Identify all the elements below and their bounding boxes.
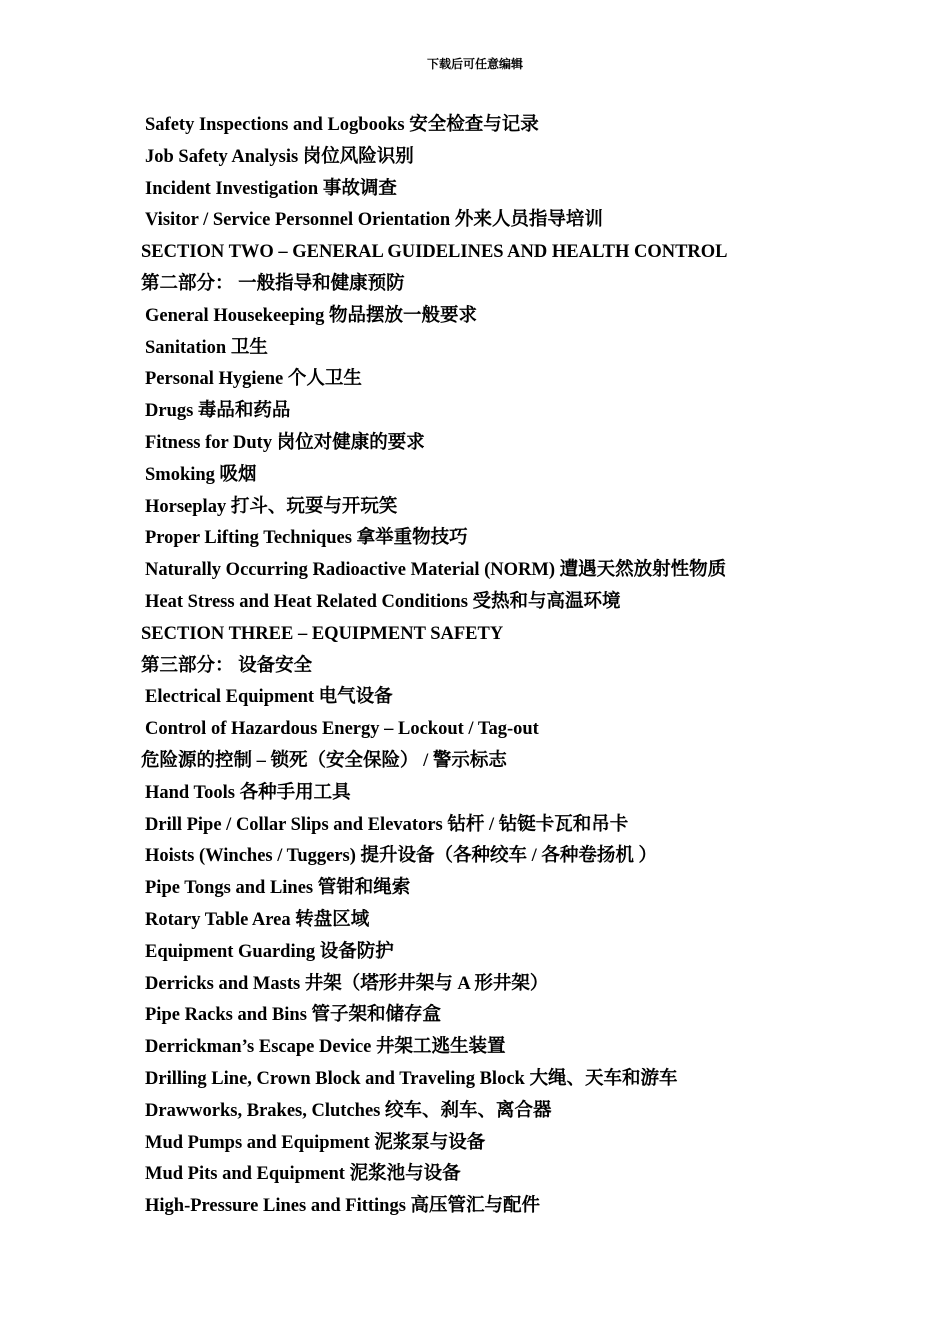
list-item: Pipe Tongs and Lines 管钳和绳索 bbox=[145, 878, 411, 899]
list-item: Electrical Equipment 电气设备 bbox=[145, 687, 393, 708]
list-item: Drilling Line, Crown Block and Traveling Block 大绳、天车和游车 bbox=[145, 1068, 678, 1089]
section-heading: 危险源的控制 – 锁死（安全保险） / 警示标志 bbox=[141, 750, 507, 771]
list-item: Hand Tools 各种手用工具 bbox=[145, 782, 351, 803]
document-body bbox=[141, 110, 921, 1223]
section-heading: 第三部分： 设备安全 bbox=[141, 655, 313, 676]
list-item: Derricks and Masts 井架（塔形井架与 A 形井架） bbox=[145, 973, 549, 994]
list-item: Visitor / Service Personnel Orientation 外来人员指导培训 bbox=[145, 210, 603, 231]
section-heading: SECTION TWO – GENERAL GUIDELINES AND HEALTH CONTROL bbox=[141, 242, 728, 263]
list-item: Proper Lifting Techniques 拿举重物技巧 bbox=[145, 528, 468, 549]
list-item: Heat Stress and Heat Related Conditions 受热和与高温环境 bbox=[145, 591, 621, 612]
list-item: Incident Investigation 事故调查 bbox=[145, 178, 397, 199]
list-item: Drawworks, Brakes, Clutches 绞车、刹车、离合器 bbox=[145, 1100, 552, 1121]
list-item: Hoists (Winches / Tuggers) 提升设备（各种绞车 / 各种卷扬机 ） bbox=[145, 846, 658, 867]
list-item: Drugs 毒品和药品 bbox=[145, 401, 291, 422]
section-heading: 第二部分： 一般指导和健康预防 bbox=[141, 273, 405, 294]
section-heading: SECTION THREE – EQUIPMENT SAFETY bbox=[141, 623, 504, 644]
list-item: Safety Inspections and Logbooks 安全检查与记录 bbox=[145, 115, 539, 135]
page-header: 下载后可任意编辑 bbox=[426, 57, 523, 71]
list-item: High-Pressure Lines and Fittings 高压管汇与配件 bbox=[145, 1196, 541, 1217]
list-item: Naturally Occurring Radioactive Material (NORM) 遭遇天然放射性物质 bbox=[145, 560, 727, 581]
list-item: Horseplay 打斗、玩耍与开玩笑 bbox=[145, 496, 398, 517]
list-item: General Housekeeping 物品摆放一般要求 bbox=[145, 305, 477, 326]
list-item: Sanitation 卫生 bbox=[145, 337, 268, 358]
list-item: Job Safety Analysis 岗位风险识别 bbox=[145, 146, 414, 167]
list-item: Rotary Table Area 转盘区域 bbox=[145, 909, 370, 930]
list-item: Equipment Guarding 设备防护 bbox=[145, 941, 394, 962]
list-item: Mud Pumps and Equipment 泥浆泵与设备 bbox=[145, 1132, 486, 1153]
list-item: Mud Pits and Equipment 泥浆池与设备 bbox=[145, 1164, 461, 1185]
list-item: Control of Hazardous Energy – Lockout / Tag-out bbox=[145, 719, 539, 740]
list-item: Smoking 吸烟 bbox=[145, 464, 257, 485]
list-item: Fitness for Duty 岗位对健康的要求 bbox=[145, 432, 425, 453]
list-item: Personal Hygiene 个人卫生 bbox=[145, 369, 362, 390]
list-item: Pipe Racks and Bins 管子架和储存盒 bbox=[145, 1005, 442, 1026]
list-item: Derrickman’s Escape Device 井架工逃生装置 bbox=[145, 1037, 506, 1058]
list-item: Drill Pipe / Collar Slips and Elevators 钻杆 / 钻铤卡瓦和吊卡 bbox=[145, 814, 629, 835]
